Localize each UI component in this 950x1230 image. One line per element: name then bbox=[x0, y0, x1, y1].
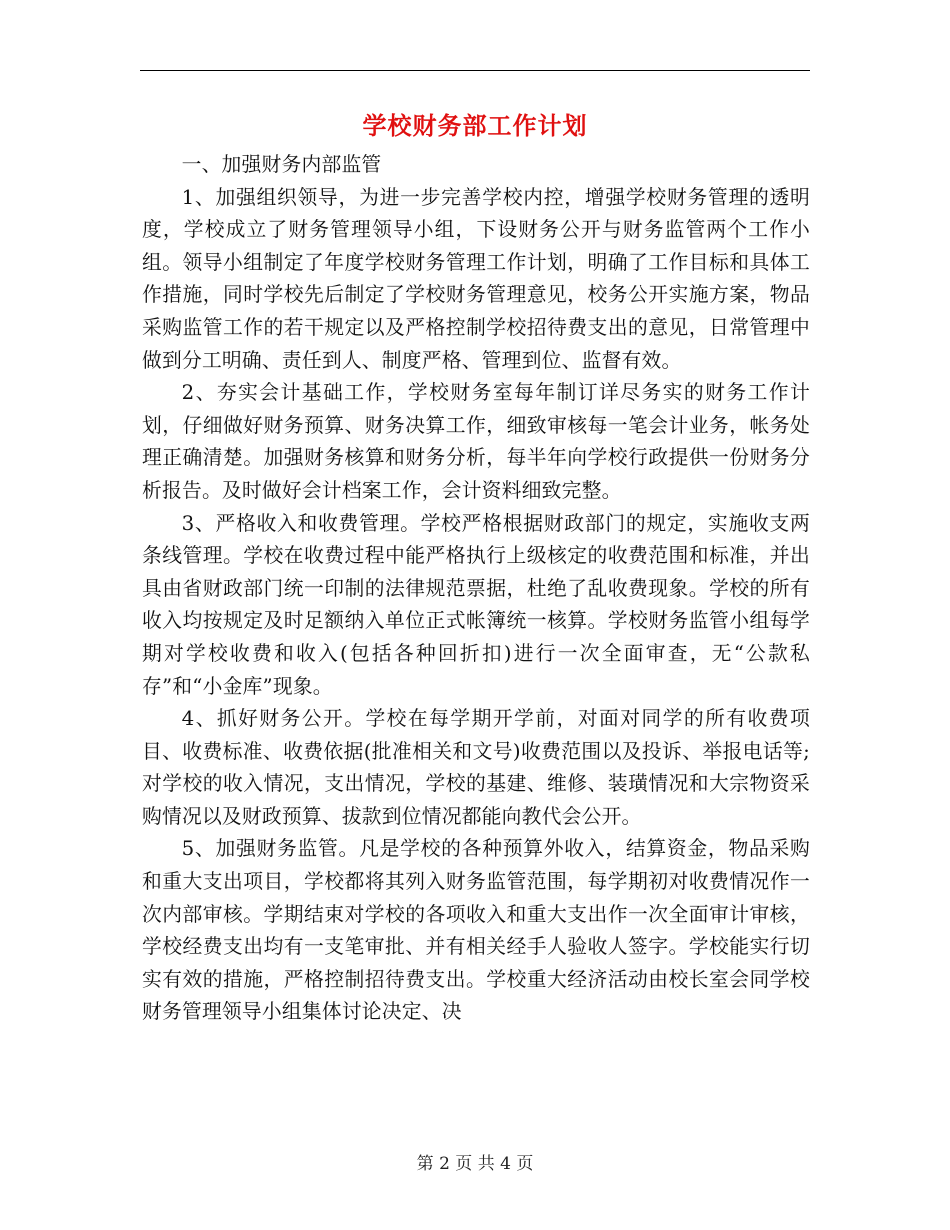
paragraph-item-4: 4、抓好财务公开。学校在每学期开学前，对面对同学的所有收费项目、收费标准、收费依据(批准相关和文号)收费范围以及投诉、举报电话等;对学校的收入情况，支出情况，学校的基建、维修、装璜情况和大宗物资采购情况以及财政预算、拔款到位情况都能向教代会公开。 bbox=[142, 707, 810, 828]
paragraph-item-5: 5、加强财务监管。凡是学校的各种预算外收入，结算资金，物品采购和重大支出项目，学校都将其列入财务监管范围，每学期初对收费情况作一次内部审核。学期结束对学校的各项收入和重大支出作一次全面审计审核，学校经费支出均有一支笔审批、并有相关经手人验收人签字。学校能实行切实有效的措施，严格控制招待费支出。学校重大经济活动由校长室会同学校财务管理领导小组集体讨论决定、决 bbox=[142, 837, 810, 1024]
document-title: 学校财务部工作计划 bbox=[362, 111, 588, 140]
paragraph-item-1: 1、加强组织领导，为进一步完善学校内控，增强学校财务管理的透明度，学校成立了财务管理领导小组，下设财务公开与财务监管两个工作小组。领导小组制定了年度学校财务管理工作计划，明确了工作目标和具体工作措施，同时学校先后制定了学校财务管理意见，校务公开实施方案，物品采购监管工作的若干规定以及严格控制学校招待费支出的意见，日常管理中做到分工明确、责任到人、制度严格、管理到位、监督有效。 bbox=[142, 185, 810, 372]
header-rule bbox=[140, 70, 810, 71]
page-number: 第 2 页 共 4 页 bbox=[416, 1154, 534, 1174]
document-body bbox=[142, 149, 810, 1029]
paragraph-item-2: 2、夯实会计基础工作，学校财务室每年制订详尽务实的财务工作计划，仔细做好财务预算、财务决算工作，细致审核每一笔会计业务，帐务处理正确清楚。加强财务核算和财务分析，每半年向学校行政提供一份财务分析报告。及时做好会计档案工作，会计资料细致完整。 bbox=[142, 381, 810, 502]
paragraph-item-3: 3、严格收入和收费管理。学校严格根据财政部门的规定，实施收支两条线管理。学校在收费过程中能严格执行上级核定的收费范围和标准，并出具由省财政部门统一印制的法律规范票据，杜绝了乱收费现象。学校的所有收入均按规定及时足额纳入单位正式帐簿统一核算。学校财务监管小组每学期对学校收费和收入(包括各种回折扣)进行一次全面审查，无“公款私存”和“小金库”现象。 bbox=[142, 511, 810, 698]
section-heading: 一、加强财务内部监管 bbox=[181, 153, 382, 176]
